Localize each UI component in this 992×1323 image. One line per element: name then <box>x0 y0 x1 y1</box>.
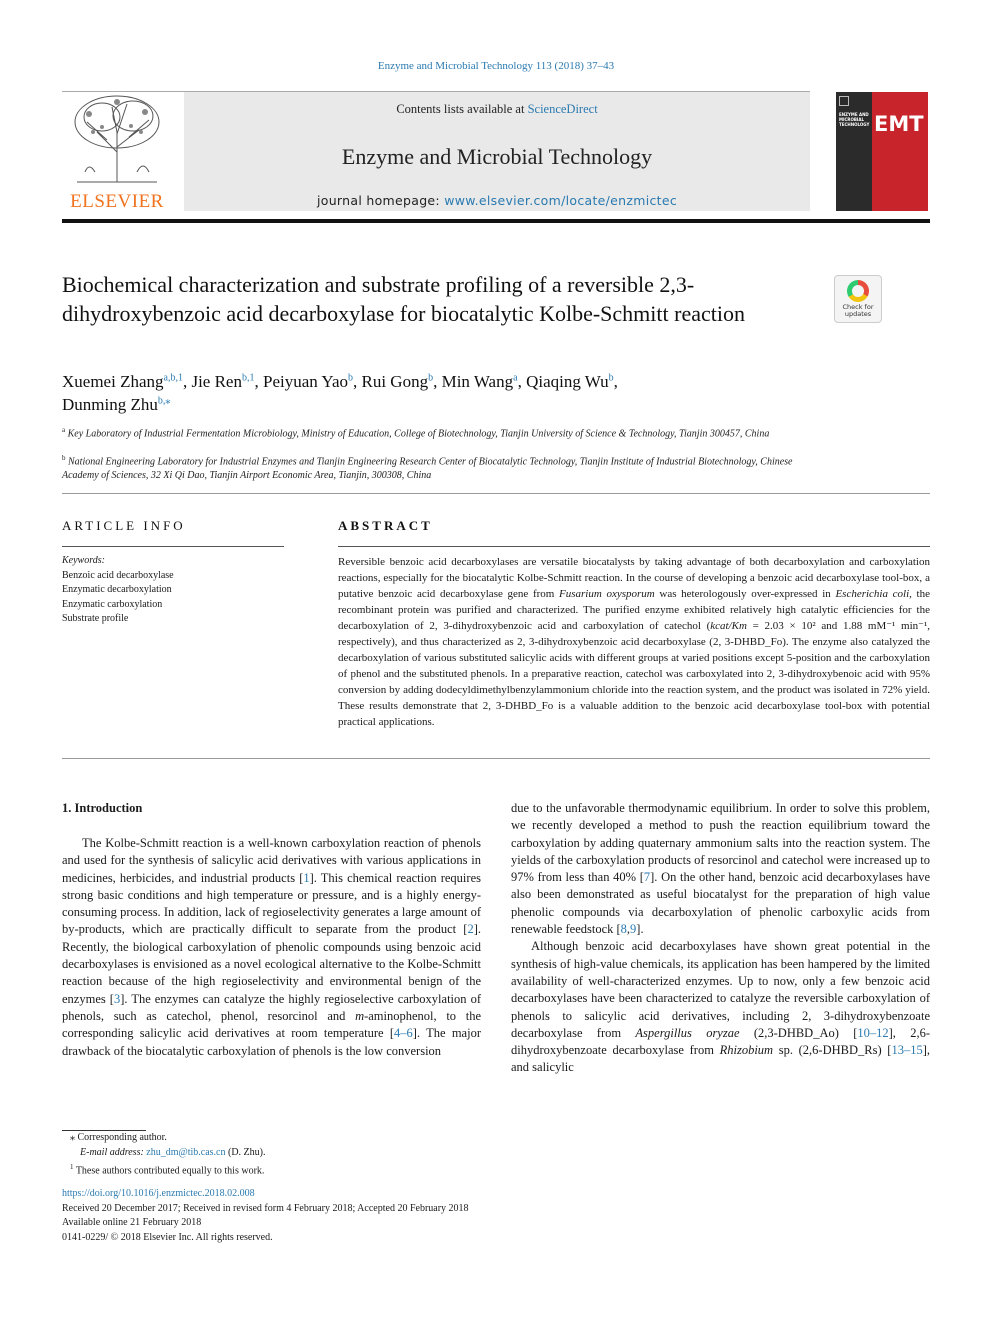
abstract-rule <box>338 546 930 547</box>
footnote-text: Corresponding author. <box>77 1132 167 1143</box>
author-name[interactable]: Min Wang <box>441 372 514 391</box>
cover-title: ENZYME AND MICROBIAL TECHNOLOGY <box>839 112 870 127</box>
publisher-name: ELSEVIER <box>70 191 164 212</box>
keyword: Enzymatic decarboxylation <box>62 584 172 595</box>
cover-red-band <box>872 92 928 211</box>
footnotes <box>62 1131 462 1179</box>
cover-abbreviation: EMT <box>874 112 924 136</box>
author-affil-sup[interactable]: b <box>428 372 434 384</box>
keywords-block <box>62 554 284 627</box>
crossmark-icon <box>847 280 869 302</box>
body-column-right <box>511 800 930 1077</box>
author-affil-sup[interactable]: b,1 <box>241 372 255 384</box>
text-segment: ]. This chemical reaction requires strong basic conditions and high temperature or pressure, and is a highly energy-consuming process. In addition, lack of regioselectivity generates a large amount of by-products, which are practically difficult to separate from the product [ <box>62 870 481 937</box>
author-name[interactable]: Dunming Zhu <box>62 395 158 414</box>
article-history <box>62 1187 662 1245</box>
footnote-text: These authors contributed equally to this work. <box>75 1165 265 1177</box>
organism-name: Rhizobium <box>719 1043 774 1058</box>
journal-banner <box>184 92 810 211</box>
reference-link[interactable]: 7 <box>643 870 651 885</box>
organism-name: Escherichia coli <box>835 588 910 600</box>
available-online: Available online 21 February 2018 <box>62 1217 202 1228</box>
reference-link[interactable]: 10–12 <box>857 1025 889 1040</box>
article-info-heading: ARTICLE INFO <box>62 518 186 533</box>
copyright: 0141-0229/ © 2018 Elsevier Inc. All rights reserved. <box>62 1231 273 1243</box>
text-segment: due to the unfavorable thermodynamic equilibrium. In order to solve this problem, we recently developed a method to push the reaction equilibrium toward the carboxylation by adding quaternary ammonium salts into the reaction system. The yields of the carboxylation products of resorcinol and catechol were increased up to 97% from less than 40% [ <box>511 801 930 885</box>
text-segment: -aminophenol, to the corresponding salicylic acid derivatives at room temperature [ <box>62 1008 482 1041</box>
text-segment: ]. On the other hand, benzoic acid decarboxylases have also been demonstrated as useful biocatalyst for the preparation of high value phenolic compounds via decarboxylation of phenolic carboxylic acids from renewable feedstock [ <box>511 870 930 937</box>
intro-paragraph: due to the unfavorable thermodynamic equilibrium. In order to solve this problem, we recently developed a method to push the reaction equilibrium toward the carboxylation by adding quaternary ammonium salts into the reaction system. The yields of the carboxylation products of resorcinol and catechol were increased up to 97% from less than 40% [7]. On the other hand, benzoic acid decarboxylases have also been demonstrated as useful biocatalyst for the preparation of high value phenolic compounds via decarboxylation of phenolic carboxylic acids from renewable feedstock [8,9]. <box>511 801 930 937</box>
reference-link[interactable]: 4–6 <box>394 1026 413 1041</box>
affiliation-text: National Engineering Laboratory for Industrial Enzymes and Tianjin Engineering Research Center of Biocatalytic Technology, Tianjin Institute of Industrial Biotechnology, Chinese Academy of Sciences, 32 Xi Qi Dao, Tianjin Airport Economic Area, Tianjin, 300308, China <box>62 456 793 482</box>
author-affil-sup[interactable]: b <box>608 372 614 384</box>
reference-link[interactable]: 2 <box>467 922 474 937</box>
introduction-heading: 1. Introduction <box>62 801 143 815</box>
intro-paragraph <box>511 938 930 1076</box>
author-affil-sup[interactable]: b,⁎ <box>157 395 171 407</box>
author-affil-sup[interactable]: a <box>513 372 518 384</box>
affiliation-sup: a <box>62 426 66 434</box>
reference-link[interactable]: 13–15 <box>891 1043 923 1058</box>
contents-prefix: Contents lists available at <box>396 102 528 116</box>
homepage-link[interactable]: www.elsevier.com/locate/enzmictec <box>444 193 678 208</box>
journal-name: Enzyme and Microbial Technology <box>341 144 653 169</box>
email-suffix: (D. Zhu). <box>225 1146 266 1158</box>
affiliation-a <box>62 423 822 441</box>
elsevier-tree-icon <box>67 92 167 184</box>
abstract-heading: ABSTRACT <box>338 518 433 533</box>
text-segment: ], 2,6-dihydroxybenzoate decarboxylase from <box>511 1025 931 1058</box>
reference-link[interactable]: 3 <box>113 991 121 1006</box>
email-label: E-mail address: <box>80 1146 147 1158</box>
author-name[interactable]: Jie Ren <box>191 372 242 391</box>
reference-link[interactable]: 9 <box>630 922 637 937</box>
abstract-text <box>338 554 930 730</box>
article-info-rule <box>62 546 284 547</box>
text-segment: (2,3-DHBD_Ao) [ <box>739 1025 858 1040</box>
text-segment: ]. Recently, the biological carboxylation of phenolic compounds using benzoic acid decarboxylases is envisioned as a novel ecological alternative to the Kolbe-Schmitt reaction because of the high regioselectivity and environmental benign of the enzymes [ <box>62 922 481 1006</box>
affiliation-text: Key Laboratory of Industrial Fermentation Microbiology, Ministry of Education, College of Biotechnology, Tianjin University of Science & Technology, Tianjin 300457, China <box>67 428 770 440</box>
reference-link[interactable]: 1 <box>303 870 310 885</box>
section-divider <box>62 758 930 759</box>
cover-logo-icon <box>839 96 849 106</box>
text-segment: The Kolbe-Schmitt reaction is a well-known carboxylation reaction of phenols and used for the synthesis of salicylic acid derivatives with various applications in medicines, herbicides, and industrial products [ <box>62 836 481 885</box>
organism-name: Fusarium oxysporum <box>559 588 655 600</box>
email-link[interactable]: zhu_dm@tib.cas.cn <box>146 1146 226 1158</box>
organism-name: Aspergillus oryzae <box>635 1025 740 1040</box>
keyword: Enzymatic carboxylation <box>62 598 163 610</box>
affiliation-sup: b <box>62 454 66 462</box>
text-segment: ]. The enzymes can catalyze the highly regioselective carboxylation of phenols, such as catechol, phenol, resorcinol and <box>62 991 481 1023</box>
crossmark-label-2: updates <box>844 310 872 318</box>
header-thick-rule <box>62 219 930 223</box>
author-name[interactable]: Peiyuan Yao <box>262 372 348 391</box>
affiliation-b <box>62 451 822 483</box>
author-name[interactable]: Rui Gong <box>361 372 429 391</box>
keywords-label: Keywords: <box>62 555 105 566</box>
journal-cover[interactable] <box>836 92 928 211</box>
author-affil-sup[interactable]: b <box>348 372 353 384</box>
text-segment: ]. <box>636 922 644 937</box>
check-for-updates-button[interactable] <box>834 275 882 323</box>
sciencedirect-link[interactable]: ScienceDirect <box>527 102 598 116</box>
author-name[interactable]: Xuemei Zhang <box>62 372 164 391</box>
footnote-corresponding: ⁎ Corresponding author. <box>70 1132 167 1143</box>
text-segment: Although benzoic acid decarboxylases have shown great potential in the synthesis of high-value chemicals, its application has been hampered by the limited availability of well-characterized enzymes. Up to now, only a few benzoic acid decarboxylases have been characterized to catalyze the reversible carboxylation of phenols to salicylic acid derivatives, including 2, 3-dihydroxybenzoate decarboxylase from <box>511 939 930 1040</box>
intro-paragraph <box>62 835 481 1060</box>
text-segment: ]. The major drawback of the biocatalytic carboxylation of phenols is the low conversion <box>62 1026 481 1058</box>
author-name[interactable]: Qiaqing Wu <box>526 372 609 391</box>
kinetic-parameter: kcat/Km <box>710 620 747 632</box>
keyword: Substrate profile <box>62 613 129 624</box>
abstract-segment: Reversible benzoic acid decarboxylases are versatile biocatalysts by taking advantage of both decarboxylation and carboxylation reactions, especially for the biocatalytic Kolbe-Schmitt reaction. In the course of developing a benzoic acid decarboxylase tool-box, a putative benzoic acid decarboxylase gene from <box>338 556 930 600</box>
footnote-email <box>62 1146 462 1161</box>
reference-link[interactable]: 8 <box>620 922 627 937</box>
homepage-line <box>184 193 810 208</box>
footnote-equal: $^1$ These authors contributed equally to this work. <box>70 1163 265 1177</box>
crossmark-label-1: Check for <box>842 303 874 311</box>
homepage-prefix: journal homepage: <box>316 193 445 208</box>
section-divider <box>62 493 930 494</box>
abstract-segment: was heterologously over-expressed in <box>654 588 836 600</box>
journal-citation[interactable]: Enzyme and Microbial Technology 113 (2018) 37–43 <box>377 60 615 72</box>
italic-prefix: m <box>355 1008 365 1023</box>
author-list: Xuemei Zhang$^{a,b,1}$, Jie Ren$^{b,1}$, Peiyuan Yao$^b$, Rui Gong$^b$, Min Wang$^a$, Qiaqing Wu$^b$, Dunming Zhu$^{b,⁎}$ <box>62 372 618 414</box>
abstract-segment: = 2.03 × 10² and 1.88 mM⁻¹ min⁻¹, respectively), and thus characterized as 2, 3-dihydroxybenzoic acid decarboxylase (2, 3-DHBD_Fo). The enzyme also catalyzed the decarboxylation of various substituted salicylic acids with different groups at varied positions except 5-position and the carboxylation of phenol and the substituted phenols. In a preparative reaction, catechol was carboxylated into 2, 3-dihydroxybenoic acid with 95% conversion by adding dodecyldimethylbenzylammonium chloride into the reaction system, and the product was isolated in 72% yield. These results demonstrate that 2, 3-DHBD_Fo is a valuable addition to the benzoic acid decarboxylase tool-box with potential practical applications. <box>338 620 930 728</box>
body-column-left <box>62 835 481 1060</box>
abstract-segment: , the recombinant protein was purified and characterized. The purified enzyme exhibited relatively high catalytic efficiencies for the decarboxylation of 2, 3-dihydroxybenzoic acid and carboxylation of catechol ( <box>338 588 930 632</box>
text-segment: ], and salicylic <box>511 1043 931 1075</box>
elsevier-logo[interactable] <box>62 92 172 212</box>
author-affil-sup[interactable]: a,b,1 <box>163 372 183 384</box>
text-segment: sp. (2,6-DHBD_Rs) [ <box>773 1043 892 1058</box>
doi-link[interactable]: https://doi.org/10.1016/j.enzmictec.2018.02.008 <box>62 1188 255 1199</box>
contents-line <box>184 102 810 117</box>
keyword: Benzoic acid decarboxylase <box>62 569 174 581</box>
received-dates: Received 20 December 2017; Received in revised form 4 February 2018; Accepted 20 February 2018 <box>62 1202 469 1214</box>
article-title: Biochemical characterization and substrate profiling of a reversible 2,3-dihydroxybenzoic acid decarboxylase for biocatalytic Kolbe-Schmitt reaction <box>62 272 745 326</box>
